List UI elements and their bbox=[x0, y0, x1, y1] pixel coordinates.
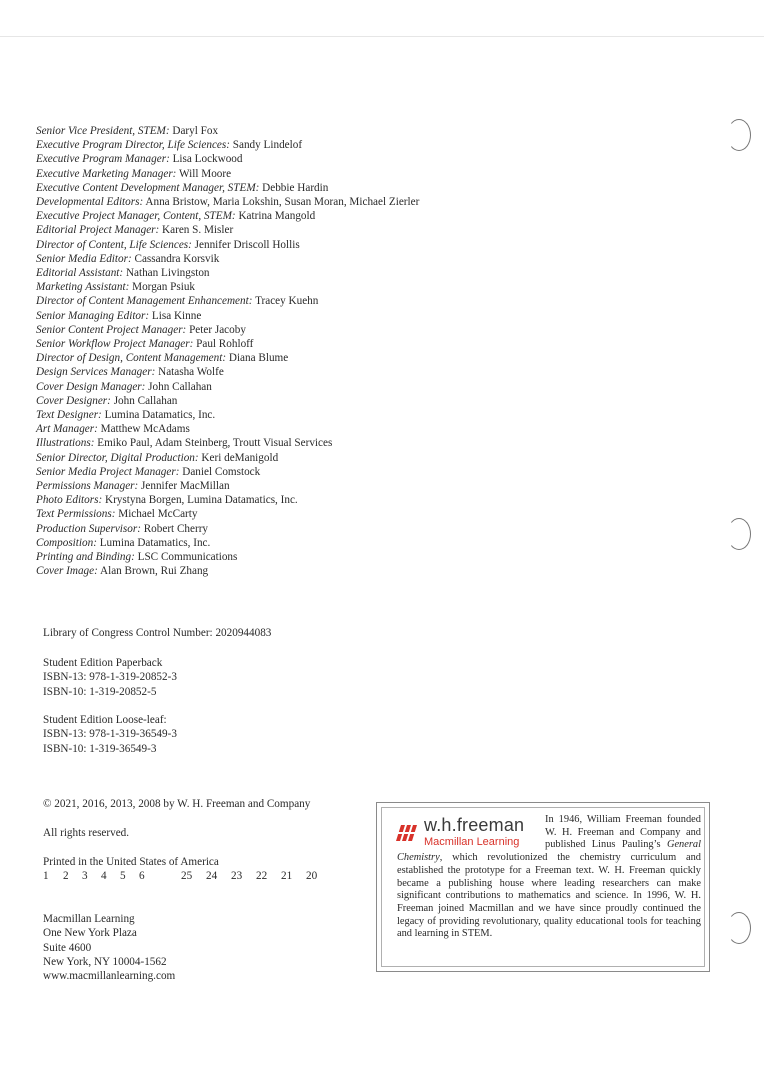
credit-role: Text Permissions: bbox=[36, 508, 116, 521]
credit-role: Director of Content Management Enhancement: bbox=[36, 295, 253, 308]
paperback-isbn-block bbox=[43, 656, 177, 699]
freeman-history-text bbox=[397, 814, 701, 941]
history-text-part1: In 1946, William Freeman founded W. H. Freeman and Company and published Linus Pauling’s bbox=[545, 814, 701, 851]
credit-names: Daniel Comstock bbox=[182, 465, 261, 478]
credit-line bbox=[36, 365, 596, 379]
credit-line bbox=[36, 408, 596, 422]
credit-names: Lumina Datamatics, Inc. bbox=[104, 409, 216, 422]
credit-role: Director of Design, Content Management: bbox=[36, 352, 227, 365]
credit-names: Jennifer Driscoll Hollis bbox=[194, 238, 300, 251]
credit-names: Lisa Kinne bbox=[151, 309, 202, 322]
history-text-part2: , which revolutionized the chemistry curriculum and established the prototype for a Freeman text. W. H. Freeman quickly became a publishing house where leading researchers can make significant contributions to mathematics and science. In 1996, W. H. Freeman joined Macmillan and we have since proudly continued the legacy of providing revolutionary, quality educational tools for teaching and learning in STEM. bbox=[397, 852, 701, 940]
credit-names: LSC Communications bbox=[137, 551, 238, 564]
credit-line bbox=[36, 451, 596, 465]
printer-key-number: 23 bbox=[231, 870, 243, 883]
credit-line bbox=[36, 280, 596, 294]
credit-line bbox=[36, 564, 596, 578]
freeman-box-inner-border bbox=[381, 807, 705, 967]
credit-names: Emiko Paul, Adam Steinberg, Troutt Visual Services bbox=[97, 437, 333, 450]
credit-names: Robert Cherry bbox=[143, 522, 209, 535]
address-line-2: One New York Plaza bbox=[43, 927, 137, 940]
credit-line bbox=[36, 167, 596, 181]
credit-names: Lisa Lockwood bbox=[172, 153, 243, 166]
credit-role: Cover Designer: bbox=[36, 394, 111, 407]
credit-role: Text Designer: bbox=[36, 409, 102, 422]
logo-subtitle: Macmillan Learning bbox=[424, 836, 520, 848]
credit-role: Executive Content Development Manager, STEM: bbox=[36, 181, 260, 194]
credit-role: Director of Content, Life Sciences: bbox=[36, 238, 192, 251]
binder-hole-bottom bbox=[727, 912, 751, 944]
printer-key-number: 22 bbox=[256, 870, 268, 883]
looseleaf-label: Student Edition Loose-leaf: bbox=[43, 714, 167, 726]
credit-line bbox=[36, 124, 596, 138]
credit-role: Cover Design Manager: bbox=[36, 380, 146, 393]
credit-line bbox=[36, 394, 596, 408]
credit-role: Cover Image: bbox=[36, 565, 98, 578]
copyright-block bbox=[43, 797, 310, 811]
credit-names: Keri deManigold bbox=[201, 451, 279, 464]
credit-role: Developmental Editors: bbox=[36, 196, 144, 209]
credit-role: Senior Managing Editor: bbox=[36, 309, 150, 322]
credit-role: Senior Media Project Manager: bbox=[36, 465, 180, 478]
credit-names: Sandy Lindelof bbox=[232, 139, 303, 152]
credit-names: Natasha Wolfe bbox=[158, 366, 224, 379]
printer-key-number: 5 bbox=[120, 870, 126, 883]
paperback-isbn13: ISBN-13: 978-1-319-20852-3 bbox=[43, 671, 177, 684]
credit-names: Daryl Fox bbox=[172, 125, 219, 137]
credit-role: Illustrations: bbox=[36, 437, 95, 450]
printer-key-number: 24 bbox=[206, 870, 218, 883]
credit-names: Diana Blume bbox=[228, 352, 289, 365]
credit-line bbox=[36, 209, 596, 223]
address-line-3: Suite 4600 bbox=[43, 941, 92, 954]
credit-role: Photo Editors: bbox=[36, 494, 103, 507]
credit-line bbox=[36, 181, 596, 195]
credit-role: Executive Project Manager, Content, STEM: bbox=[36, 210, 236, 223]
credit-line bbox=[36, 309, 596, 323]
credit-line bbox=[36, 479, 596, 493]
credit-line bbox=[36, 152, 596, 166]
printed-in: Printed in the United States of America bbox=[43, 856, 219, 868]
credit-line bbox=[36, 323, 596, 337]
credit-names: Lumina Datamatics, Inc. bbox=[99, 536, 211, 549]
printer-key-number: 25 bbox=[181, 870, 193, 883]
credit-role: Editorial Project Manager: bbox=[36, 224, 160, 237]
paperback-label: Student Edition Paperback bbox=[43, 657, 163, 669]
credit-role: Composition: bbox=[36, 536, 97, 549]
credit-names: Anna Bristow, Maria Lokshin, Susan Moran, Michael Zierler bbox=[145, 196, 420, 209]
credit-line bbox=[36, 223, 596, 237]
credit-names: Cassandra Korsvik bbox=[134, 252, 220, 265]
credit-names: Krystyna Borgen, Lumina Datamatics, Inc. bbox=[105, 494, 298, 507]
logo-spacer bbox=[397, 814, 545, 852]
credit-names: John Callahan bbox=[113, 394, 178, 407]
credit-line bbox=[36, 351, 596, 365]
credit-line bbox=[36, 380, 596, 394]
credit-names: Morgan Psiuk bbox=[132, 281, 196, 294]
binder-hole-middle bbox=[727, 518, 751, 550]
page-top-edge bbox=[0, 36, 764, 37]
credit-line bbox=[36, 507, 596, 521]
credit-role: Printing and Binding: bbox=[36, 551, 135, 564]
credit-line bbox=[36, 294, 596, 308]
credit-role: Executive Marketing Manager: bbox=[36, 167, 177, 180]
credit-line bbox=[36, 422, 596, 436]
credit-role: Senior Content Project Manager: bbox=[36, 323, 187, 336]
credit-line bbox=[36, 238, 596, 252]
credit-names: Karen S. Misler bbox=[162, 224, 234, 237]
credit-role: Editorial Assistant: bbox=[36, 267, 124, 280]
credit-role: Design Services Manager: bbox=[36, 366, 156, 379]
credit-names: Jennifer MacMillan bbox=[141, 480, 230, 493]
credit-role: Art Manager: bbox=[36, 423, 98, 436]
credits-list bbox=[36, 124, 596, 579]
credit-names: Nathan Livingston bbox=[125, 267, 210, 280]
credit-names: Michael McCarty bbox=[118, 508, 198, 521]
credit-line bbox=[36, 493, 596, 507]
credit-names: Katrina Mangold bbox=[238, 210, 316, 223]
printer-key-number: 20 bbox=[306, 870, 318, 883]
printing-block bbox=[43, 855, 331, 884]
credit-line bbox=[36, 536, 596, 550]
logo-wordmark: w.h.freeman bbox=[424, 815, 525, 835]
printer-key-line bbox=[43, 869, 331, 883]
credit-line bbox=[36, 522, 596, 536]
address-block bbox=[43, 912, 175, 983]
credit-names: Paul Rohloff bbox=[196, 338, 254, 351]
rights-reserved: All rights reserved. bbox=[43, 827, 130, 839]
looseleaf-isbn13: ISBN-13: 978-1-319-36549-3 bbox=[43, 728, 177, 741]
lccn: Library of Congress Control Number: 2020944083 bbox=[43, 627, 272, 639]
rights-block bbox=[43, 826, 129, 840]
credit-line bbox=[36, 436, 596, 450]
credit-names: Matthew McAdams bbox=[100, 423, 190, 436]
credit-role: Senior Workflow Project Manager: bbox=[36, 338, 194, 351]
printer-key-number: 6 bbox=[139, 870, 145, 883]
credit-names: John Callahan bbox=[148, 380, 212, 393]
credit-line bbox=[36, 465, 596, 479]
binder-hole-top bbox=[727, 119, 751, 151]
history-book-title: General Chemistry bbox=[397, 839, 701, 864]
credit-line bbox=[36, 195, 596, 209]
lccn-block bbox=[43, 626, 271, 640]
credit-names: Will Moore bbox=[179, 167, 232, 180]
looseleaf-isbn10: ISBN-10: 1-319-36549-3 bbox=[43, 742, 157, 755]
printer-key-number: 4 bbox=[101, 870, 107, 883]
credit-role: Permissions Manager: bbox=[36, 480, 139, 493]
credit-role: Marketing Assistant: bbox=[36, 281, 130, 294]
address-line-1: Macmillan Learning bbox=[43, 913, 135, 925]
credit-role: Executive Program Director, Life Sciences: bbox=[36, 139, 230, 152]
printer-key-number: 3 bbox=[82, 870, 88, 883]
address-line-4: New York, NY 10004-1562 bbox=[43, 955, 167, 968]
credit-line bbox=[36, 550, 596, 564]
website: www.macmillanlearning.com bbox=[43, 970, 176, 983]
credit-names: Peter Jacoby bbox=[189, 323, 246, 336]
looseleaf-isbn-block bbox=[43, 713, 177, 756]
credit-role: Executive Program Manager: bbox=[36, 153, 170, 166]
credit-line bbox=[36, 266, 596, 280]
freeman-history-box bbox=[376, 802, 710, 972]
credit-line bbox=[36, 252, 596, 266]
printer-key-number: 2 bbox=[63, 870, 69, 883]
credit-line bbox=[36, 138, 596, 152]
credit-names: Alan Brown, Rui Zhang bbox=[100, 565, 209, 578]
printer-key-number: 1 bbox=[43, 870, 49, 883]
copyright-notice: © 2021, 2016, 2013, 2008 by W. H. Freeman and Company bbox=[43, 798, 311, 810]
printer-key-number: 21 bbox=[281, 870, 293, 883]
credit-names: Debbie Hardin bbox=[262, 181, 329, 194]
paperback-isbn10: ISBN-10: 1-319-20852-5 bbox=[43, 685, 157, 698]
credit-role: Senior Vice President, STEM: bbox=[36, 125, 170, 137]
credit-role: Senior Media Editor: bbox=[36, 252, 132, 265]
credit-role: Senior Director, Digital Production: bbox=[36, 451, 199, 464]
credit-line bbox=[36, 337, 596, 351]
credit-role: Production Supervisor: bbox=[36, 522, 141, 535]
credit-names: Tracey Kuehn bbox=[255, 295, 319, 308]
